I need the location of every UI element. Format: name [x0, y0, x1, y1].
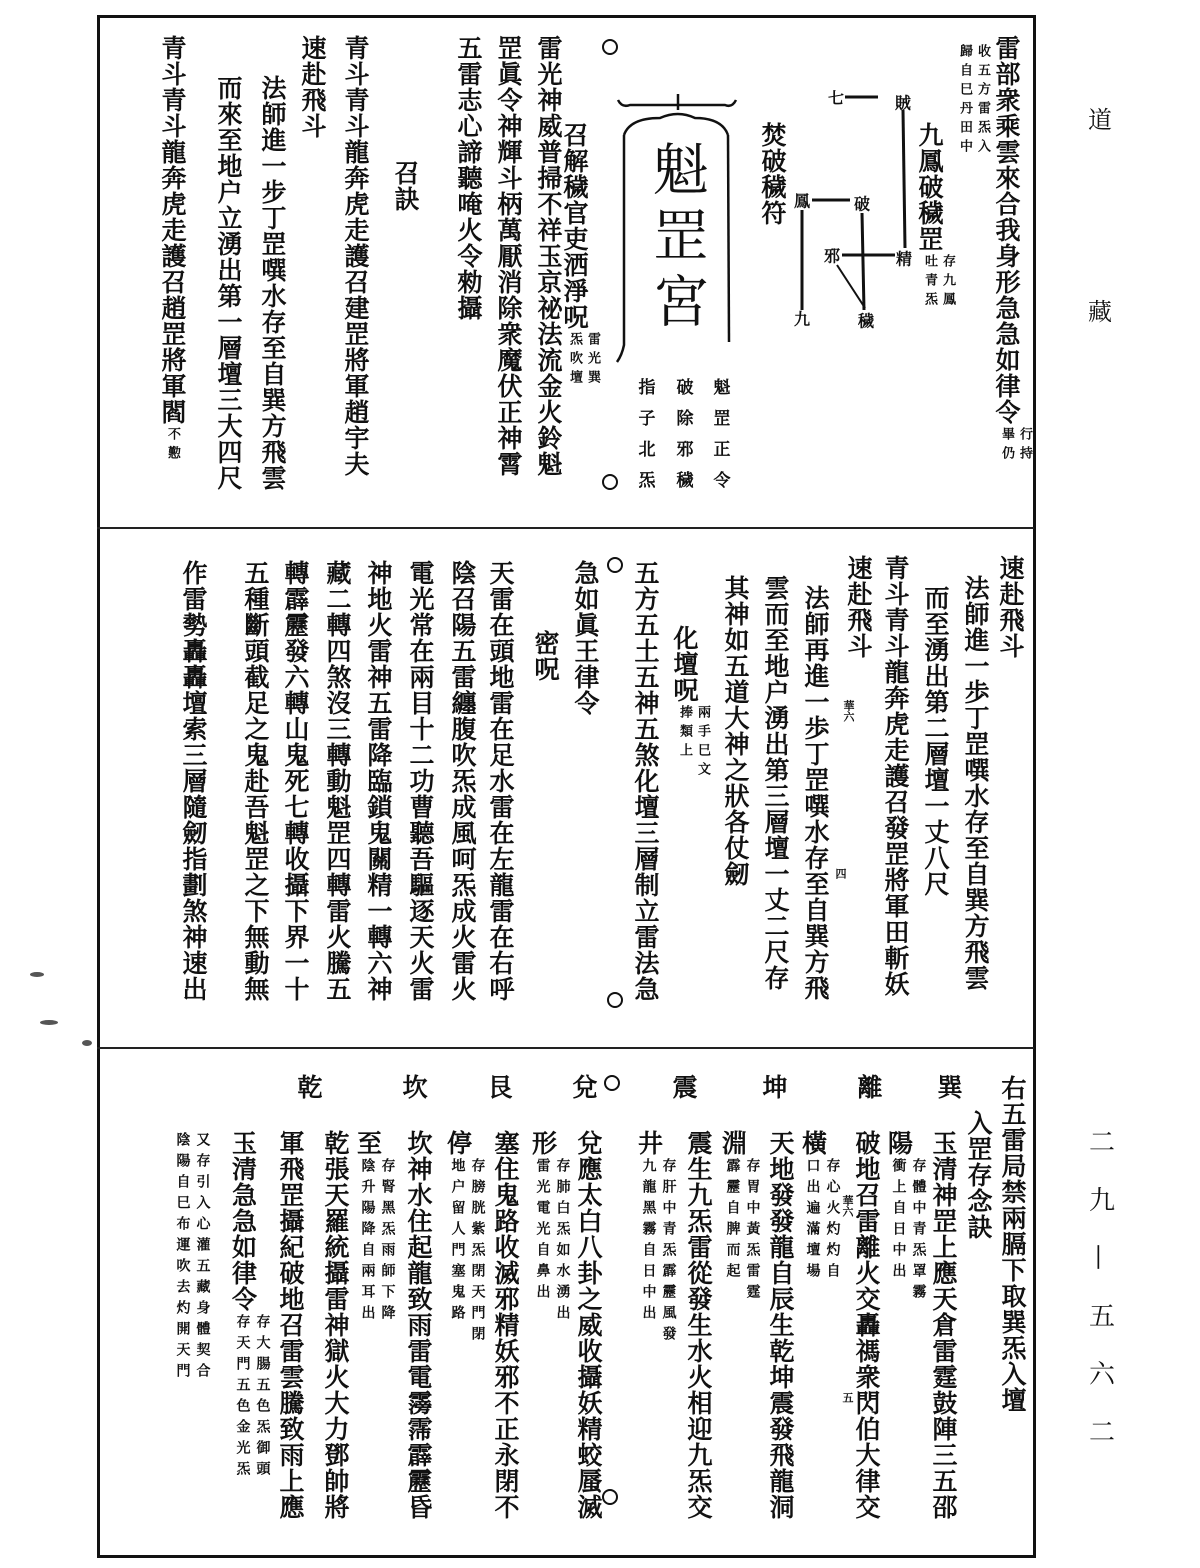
- note-line: 雷光巽: [585, 332, 600, 389]
- note-line: 口出遍滿壇場: [804, 1158, 821, 1284]
- page-number: 二九—五六二: [1084, 1128, 1115, 1476]
- interlinear-note: [675, 705, 711, 781]
- note-line: 不懃: [165, 427, 180, 465]
- top-text-column: [991, 35, 1033, 465]
- column-text: 玉清神罡上應天倉雷霆鼓陣三五邵: [929, 1130, 958, 1520]
- trigram-header: 兌: [572, 1073, 598, 1102]
- middle-text-column: [843, 555, 873, 659]
- column-text: 軍飛罡攝紀破地召雷雲騰致雨上應: [276, 1130, 305, 1520]
- column-text: 五種斷頭截足之鬼赴吾魁罡之下無動無: [241, 560, 270, 1002]
- trigram-header: 坤: [762, 1073, 788, 1102]
- diagram-label: 邪: [823, 246, 841, 266]
- column-text: 陰召陽五雷纏腹吹炁成風呵炁成火雷火: [448, 560, 477, 1002]
- middle-text-column: [920, 585, 950, 897]
- interlinear-note: [533, 1158, 573, 1326]
- note-line: 陰陽自巳布運吹去灼開天門: [174, 1132, 191, 1384]
- middle-text-column: [720, 575, 750, 887]
- column-text: 神地火雷神五雷降臨鎖鬼關精一轉六神: [364, 560, 393, 1002]
- trigram-header: 乾: [297, 1073, 323, 1102]
- interlinear-note: [639, 1158, 679, 1347]
- note-line: 九龍黑霧自日中出: [640, 1158, 657, 1326]
- circle-mark: [602, 39, 618, 55]
- column-text: 速赴飛斗: [844, 555, 873, 659]
- top-text-column: [340, 35, 370, 477]
- column-text: 右五雷局禁兩膈下取巽炁入壇: [998, 1075, 1027, 1413]
- diagram-label: 破: [853, 194, 871, 214]
- column-text: 兌應太白八卦之威收攝妖精蛟蜃滅: [574, 1130, 603, 1520]
- interlinear-note: [955, 44, 991, 158]
- note-line: 地户留人門塞鬼路: [449, 1158, 466, 1326]
- bottom-text-column: [320, 1130, 350, 1520]
- note-line: 存膀胱紫炁閉天門閉: [469, 1158, 486, 1347]
- note-line: 存肺白炁如水湧出: [554, 1158, 571, 1326]
- note-line: 收五方雷炁入: [975, 44, 990, 158]
- bottom-text-column: [528, 1130, 573, 1326]
- note-line: 炁吹壇: [567, 332, 582, 389]
- column-text: 急如眞王律令: [571, 560, 600, 716]
- note-line: 畢仍: [999, 427, 1014, 465]
- interlinear-note: [889, 1158, 929, 1305]
- column-text: 速赴飛斗: [996, 555, 1025, 659]
- bottom-text-column: [443, 1130, 488, 1347]
- middle-text-column: [363, 560, 393, 1002]
- bottom-text-column: [275, 1130, 305, 1520]
- note-line: 雷光電光自鼻出: [534, 1158, 551, 1305]
- bottom-text-column: [798, 1130, 843, 1284]
- note-line: 存腎黑炁雨師下降: [379, 1158, 396, 1326]
- column-text: 塞住鬼路收滅邪精妖邪不正永閉不: [491, 1130, 520, 1520]
- small-mark: 四: [834, 868, 847, 879]
- small-mark: 五: [841, 1392, 854, 1403]
- bottom-text-column: [490, 1130, 520, 1520]
- middle-text-column: [405, 560, 435, 1002]
- note-line: 存體中青炁罩霧: [910, 1158, 927, 1305]
- diagram-label: 七: [827, 88, 845, 108]
- column-text: 法師進一步丁罡噀水存至自巽方飛雲: [258, 75, 287, 491]
- column-text: 青斗青斗龍奔虎走護召發罡將軍田斬妖: [881, 555, 910, 997]
- middle-text-column: [322, 560, 352, 1002]
- note-line: 行持: [1017, 427, 1032, 465]
- column-text: 入罡存念訣: [964, 1110, 993, 1240]
- column-text: 罡眞令神輝斗柄萬厭消除衆魔伏正神霄: [494, 35, 523, 477]
- middle-text-column: [280, 560, 310, 1002]
- bottom-text-column: [963, 1110, 993, 1240]
- column-text: 坎神水住起龍致雨雷電霶霈霹靂昏: [404, 1130, 433, 1520]
- note-line: 捧類上: [677, 705, 692, 762]
- note-line: 歸自巳丹田中: [957, 44, 972, 158]
- diagram-label: 鳳: [793, 191, 811, 211]
- bottom-text-column: [168, 1130, 213, 1384]
- note-line: 存肝中青炁霹靂風發: [660, 1158, 677, 1347]
- column-text: 藏二轉四煞沒三轉動魁罡四轉雷火騰五: [323, 560, 352, 1002]
- bottom-text-column: [573, 1130, 603, 1520]
- middle-text-column: [240, 560, 270, 1002]
- note-line: 吐青炁: [922, 254, 937, 311]
- column-text: 轉霹靂發六轉山鬼死七轉收攝下界一十: [281, 560, 310, 1002]
- circle-mark: [604, 1075, 620, 1091]
- column-text: 化壇呪: [670, 625, 699, 703]
- middle-text-column: [447, 560, 477, 1002]
- bottom-text-column: [683, 1130, 713, 1520]
- interlinear-note: [358, 1158, 398, 1326]
- interlinear-note: [997, 427, 1033, 465]
- bottom-text-column: [851, 1130, 881, 1520]
- column-text: 陽: [884, 1130, 914, 1156]
- column-text: 青斗青斗龍奔虎走護召建罡將軍趙宇夫: [341, 35, 370, 477]
- column-text: 法師進一歩丁罡噀水存至自巽方飛雲: [961, 575, 990, 991]
- small-mark: 華六: [842, 700, 855, 722]
- column-text: 作雷勢轟轟壇索三層隨劒指劃煞神速出: [179, 560, 208, 1002]
- diagram-label: 賊: [894, 93, 912, 113]
- circle-mark: [607, 557, 623, 573]
- column-text: 至: [353, 1130, 383, 1156]
- interlinear-note: [163, 427, 181, 465]
- column-text: 五方五土五神五煞化壇三層制立雷法急: [631, 560, 660, 1002]
- note-line: 兩手巳文: [695, 705, 710, 781]
- column-text: 震生九炁雷從發生水火相迎九炁交: [684, 1130, 713, 1520]
- top-text-column: [297, 35, 327, 139]
- column-text: 召解穢官吏洒淨呪: [560, 122, 589, 330]
- middle-text-column: [995, 555, 1025, 659]
- note-line: 存九鳳: [940, 254, 955, 311]
- circle-mark: [602, 474, 618, 490]
- column-text: 青斗青斗龍奔虎走護召趙罡將軍閻: [158, 35, 187, 425]
- note-line: 存大腸五色炁御頭: [254, 1314, 271, 1482]
- bottom-text-column: [997, 1075, 1027, 1413]
- column-text: 停: [443, 1130, 473, 1156]
- interlinear-note: [173, 1132, 213, 1384]
- circle-mark: [602, 1489, 618, 1505]
- middle-text-column: [178, 560, 208, 1002]
- talisman-caption: 指子北炁: [634, 378, 655, 502]
- column-text: 破地召雷離火交轟禡衆閃伯大律交: [852, 1130, 881, 1520]
- column-text: 焚破穢符: [758, 122, 787, 226]
- scan-speck: [40, 1020, 58, 1025]
- top-text-column: [157, 35, 187, 465]
- column-text: 井: [634, 1130, 664, 1156]
- middle-text-column: [485, 560, 515, 1002]
- diagram-label: 穢: [857, 311, 875, 331]
- bottom-text-column: [403, 1130, 433, 1520]
- note-line: 衝上自日中出: [890, 1158, 907, 1284]
- column-text: 而至湧出第二層壇一丈八尺: [921, 585, 950, 897]
- column-text: 速赴飛斗: [298, 35, 327, 139]
- column-text: 乾張天羅統攝雷神獄火大力鄧帥將: [321, 1130, 350, 1520]
- bottom-text-column: [928, 1130, 958, 1520]
- column-text: 五雷志心諦聽唵火令勑攝: [454, 35, 483, 321]
- trigram-header: 離: [857, 1073, 883, 1102]
- column-text: 九鳳破穢罡: [915, 122, 944, 252]
- column-text: 天雷在頭地雷在足水雷在左龍雷在右呼: [486, 560, 515, 1002]
- middle-text-column: [880, 555, 910, 997]
- interlinear-note: [723, 1158, 763, 1305]
- note-line: 存胃中黃炁雷霆: [744, 1158, 761, 1305]
- scan-speck: [30, 972, 44, 977]
- column-text: 雷部衆乘雲來合我身形急急如律令: [992, 35, 1021, 425]
- column-text: 密呪: [531, 630, 560, 682]
- middle-text-column: [760, 575, 790, 991]
- trigram-header: 艮: [487, 1073, 513, 1102]
- bottom-text-column: [228, 1130, 273, 1482]
- column-text: 雷光神威普掃不祥玉京祕法流金火鈴魁: [534, 35, 563, 477]
- trigram-header: 巽: [937, 1073, 963, 1102]
- bottom-text-column: [884, 1130, 929, 1305]
- column-text: 淵: [718, 1130, 748, 1156]
- note-line: 又存引入心灌五藏身體契合: [194, 1132, 211, 1384]
- talisman-lettering: 魁罡宮: [644, 140, 709, 338]
- top-text-column: [213, 75, 243, 491]
- diagram-label: 九: [793, 309, 811, 329]
- trigram-header: 坎: [402, 1073, 428, 1102]
- column-text: 橫: [798, 1130, 828, 1156]
- scan-speck: [82, 1040, 92, 1046]
- column-text: 天地發發龍自辰生乾坤震發飛龍洞: [766, 1130, 795, 1520]
- column-text: 其神如五道大神之狀各仗劒: [721, 575, 750, 887]
- interlinear-note: [448, 1158, 488, 1347]
- middle-text-column: [669, 625, 711, 781]
- middle-text-column: [630, 560, 660, 1002]
- note-line: 存天門五色金光炁: [234, 1314, 251, 1482]
- note-line: 陰升陽降自兩耳出: [359, 1158, 376, 1326]
- interlinear-note: [565, 332, 601, 389]
- interlinear-note: [920, 254, 956, 311]
- note-line: 存心火灼灼自: [824, 1158, 841, 1284]
- talisman-caption: 魁罡正令: [709, 378, 730, 502]
- bottom-text-column: [353, 1130, 398, 1326]
- bottom-text-column: [765, 1130, 795, 1520]
- interlinear-note: [233, 1314, 273, 1482]
- middle-text-column: [960, 575, 990, 991]
- small-mark: 華六: [841, 1195, 854, 1217]
- interlinear-note: [803, 1158, 843, 1284]
- bottom-text-column: [718, 1130, 763, 1305]
- margin-title-zang: 藏: [1088, 298, 1112, 326]
- column-text: 玉清急急如律令: [228, 1130, 258, 1312]
- column-text: 雲而至地户湧出第三層壇一丈二尺存: [761, 575, 790, 991]
- note-line: 霹靂自脾而起: [724, 1158, 741, 1284]
- column-text: 召訣: [391, 160, 420, 212]
- column-text: 而來至地户立湧出第一層壇三大四尺: [214, 75, 243, 491]
- column-text: 形: [528, 1130, 558, 1156]
- top-text-column: [533, 35, 563, 477]
- talisman-caption: 破除邪穢: [672, 378, 693, 502]
- top-text-column: [914, 122, 956, 311]
- margin-title-dao: 道: [1088, 106, 1112, 134]
- column-text: 電光常在兩目十二功曹聽吾驅逐天火雷: [406, 560, 435, 1002]
- top-text-column: [757, 122, 787, 226]
- middle-text-column: [800, 585, 830, 1001]
- top-text-column: [493, 35, 523, 477]
- top-text-column: [453, 35, 483, 321]
- circle-mark: [607, 992, 623, 1008]
- middle-text-column: [530, 630, 560, 682]
- diagram-label: 精: [895, 249, 913, 269]
- column-text: 法師再進一歩丁罡噀水存至自巽方飛: [801, 585, 830, 1001]
- bottom-text-column: [634, 1130, 679, 1347]
- top-text-column: [559, 122, 601, 389]
- trigram-header: 震: [672, 1073, 698, 1102]
- top-text-column: [390, 160, 420, 212]
- middle-text-column: [570, 560, 600, 716]
- top-text-column: [257, 75, 287, 491]
